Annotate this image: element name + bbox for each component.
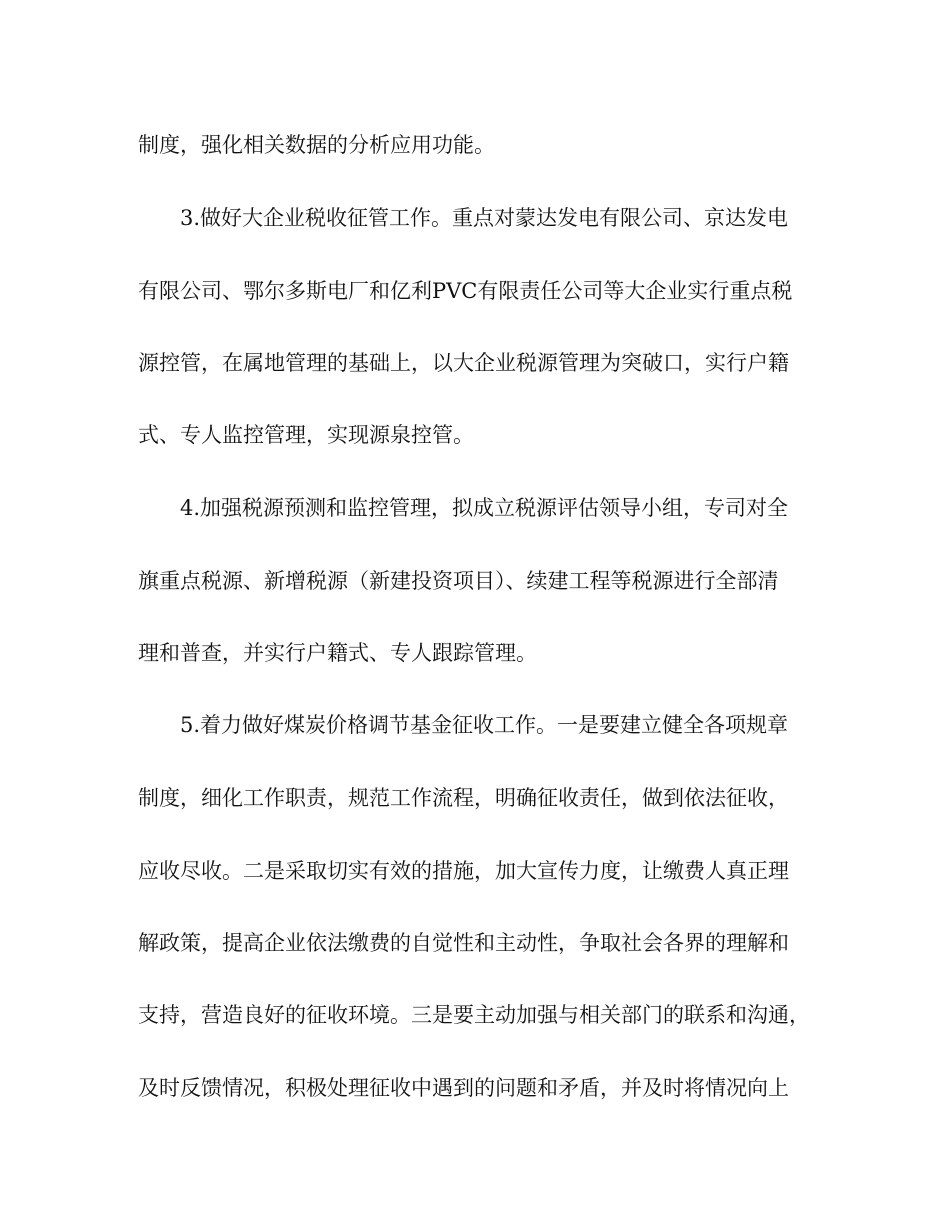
text-line: 制度，细化工作职责，规范工作流程，明确征收责任，做到依法征收， [138,786,789,810]
text-line: 4.加强税源预测和监控管理，拟成立税源评估领导小组，专司对全 [180,496,789,520]
text-line: 源控管，在属地管理的基础上，以大企业税源管理为突破口，实行户籍 [138,351,789,375]
text-line: 解政策，提高企业依法缴费的自觉性和主动性，争取社会各界的理解和 [138,931,789,955]
text-line: 式、专人监控管理，实现源泉控管。 [138,423,474,447]
text-line: 应收尽收。二是采取切实有效的措施，加大宣传力度，让缴费人真正理 [138,859,789,883]
text-line: 制度，强化相关数据的分析应用功能。 [138,133,495,157]
text-line: 及时反馈情况，积极处理征收中遇到的问题和矛盾，并及时将情况向上 [138,1076,789,1100]
text-line: 3.做好大企业税收征管工作。重点对蒙达发电有限公司、京达发电 [180,206,789,230]
text-line: 旗重点税源、新增税源（新建投资项目）、续建工程等税源进行全部清 [138,569,779,593]
text-line: 理和普查，并实行户籍式、专人跟踪管理。 [138,641,537,665]
text-line: 有限公司、鄂尔多斯电厂和亿利PVC有限责任公司等大企业实行重点税 [138,279,793,303]
text-line: 5.着力做好煤炭价格调节基金征收工作。一是要建立健全各项规章 [180,713,789,737]
text-line: 支持，营造良好的征收环境。三是要主动加强与相关部门的联系和沟通， [138,1003,810,1027]
